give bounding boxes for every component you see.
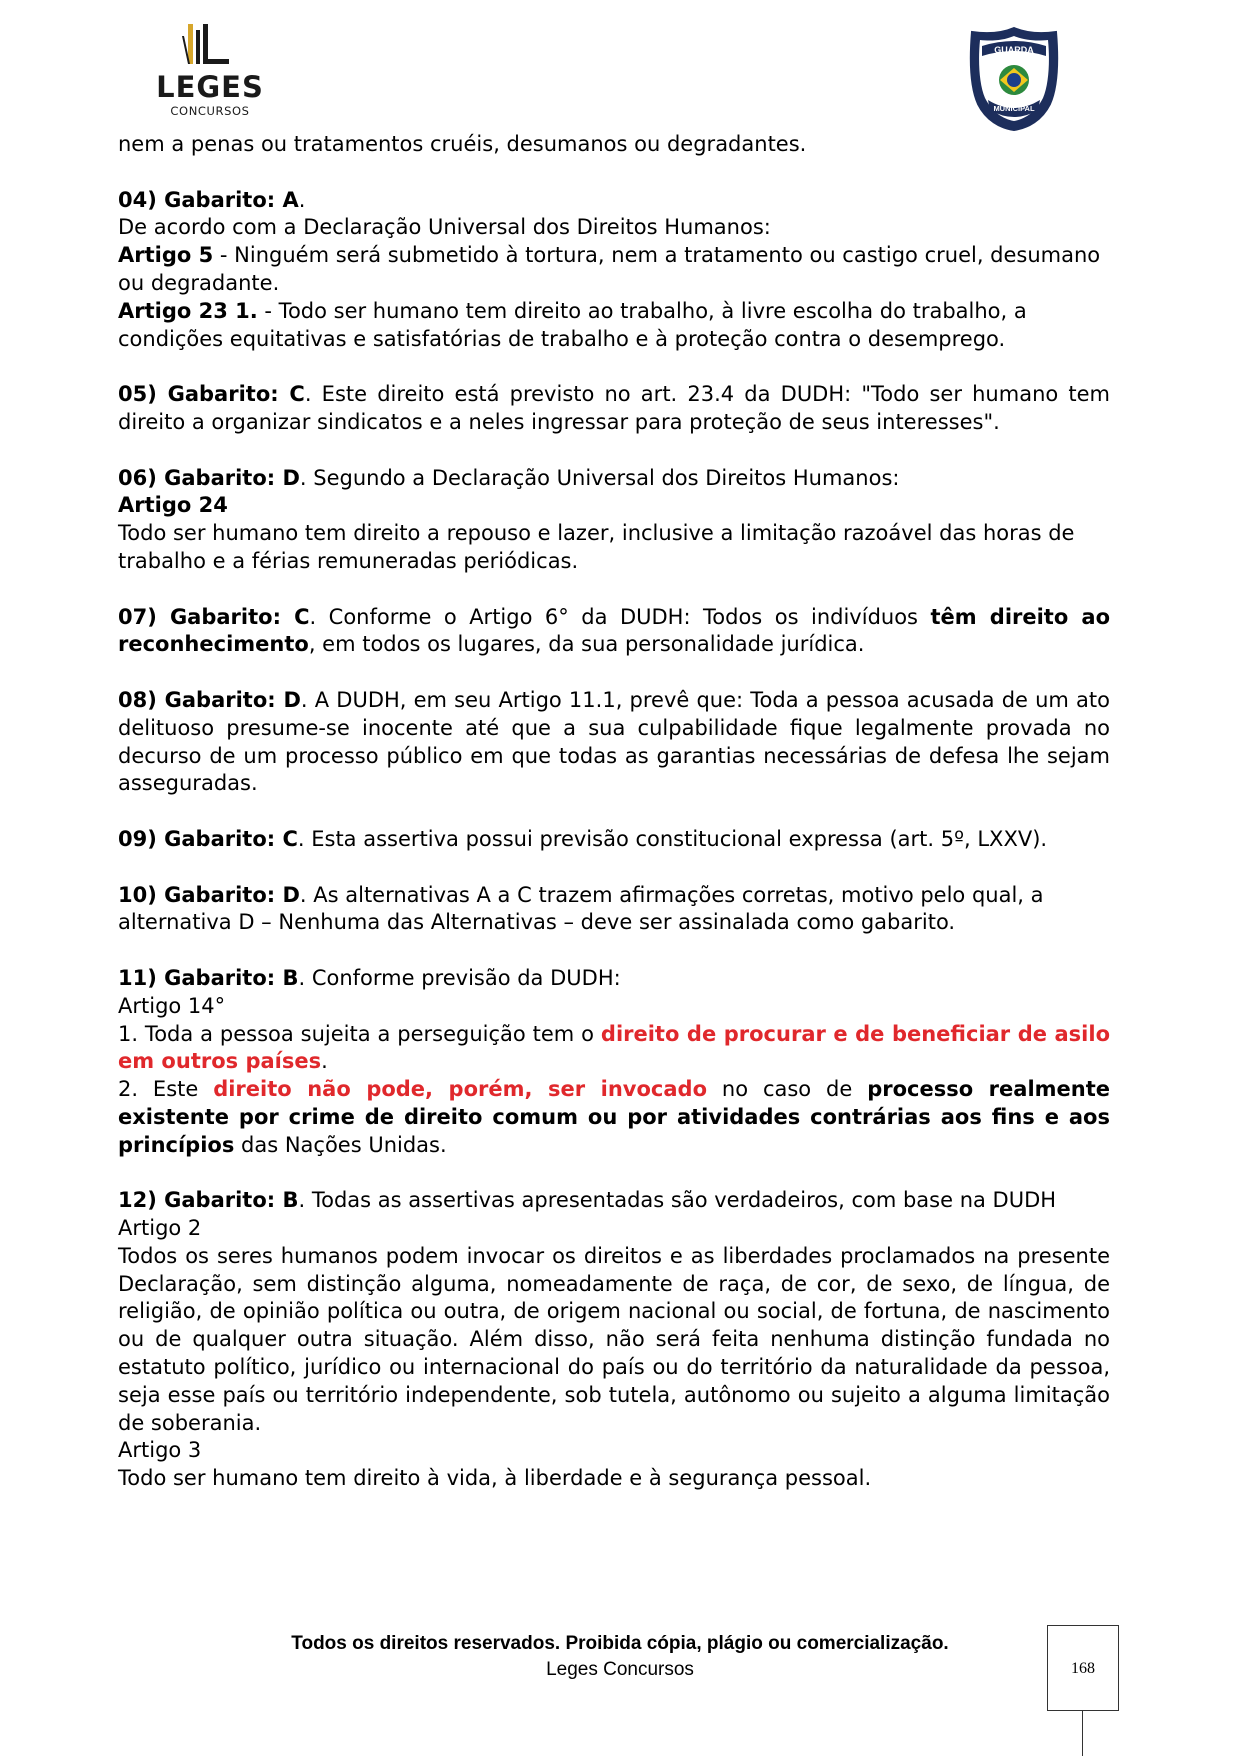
q07-paragraph [118,604,1110,660]
q07-bold: têm direito ao reconhecimento [118,604,1110,657]
q04-art5 [118,242,1110,298]
q11-item2-pre: 2. Este [118,1077,214,1102]
q11-item2-bold: processo realmente existente por crime de direito comum ou por atividades contrárias aos fins e aos princípios [118,1077,1111,1157]
q11-item2-mid: no caso de [707,1077,868,1102]
q11-item1 [118,1021,1110,1077]
q06-article-label: Artigo 24 [118,493,228,518]
q11-item1-post: . [321,1049,328,1074]
q11-item2-highlight: direito não pode, porém, ser invocado [213,1077,707,1102]
guarda-municipal-badge-icon [968,26,1060,132]
q10-text: . As alternativas A a C trazem afirmações corretas, motivo pelo qual, a alternativa D – Nenhuma das Alternativas – deve ser assinalada como gabarito. [118,882,1044,935]
q05-paragraph [118,381,1110,437]
q06-text: . Segundo a Declaração Universal dos Direitos Humanos: [299,465,900,490]
q04-art5-text: - Ninguém será submetido à tortura, nem a tratamento ou castigo cruel, desumano ou degradante. [118,243,1101,295]
q09-text: . Esta assertiva possui previsão constitucional expressa (art. 5º, LXXV). [297,826,1048,851]
q12-heading: 12) Gabarito: B [118,1188,299,1213]
footer-rights: Todos os direitos reservados. Proibida cópia, plágio ou comercialização. [291,1633,949,1654]
intro-line: nem a penas ou tratamentos cruéis, desumanos ou degradantes. [118,132,807,156]
q11-item1-highlight: direito de procurar e de beneficiar de asilo em outros países [118,1021,1111,1074]
q05-heading: 05) Gabarito: C [118,382,305,407]
q11-text: . Conforme previsão da DUDH: [298,965,621,990]
q12-art3-text: Todo ser humano tem direito à vida, à liberdade e à segurança pessoal. [118,1466,872,1491]
q11-item2-post: das Nações Unidas. [234,1132,447,1157]
q04-heading-tail: . [298,187,306,212]
leges-logo [150,22,270,122]
answer-key-body [118,131,1110,1493]
q12-art2-label: Artigo 2 [118,1216,202,1241]
q11-item1-pre: 1. Toda a pessoa sujeita a perseguição tem o [118,1021,601,1046]
q12-text: . Todas as assertivas apresentadas são verdadeiros, com base na DUDH [298,1188,1057,1213]
leges-logo-mark-icon [178,22,242,70]
q04-heading: 04) Gabarito: A [118,187,299,212]
page-number-divider [1082,1711,1083,1756]
q05-text: . Este direito está previsto no art. 23.4 da DUDH: "Todo ser humano tem direito a organizar sindicatos e a neles ingressar para proteção de seus interesses". [118,382,1110,434]
q08-heading: 08) Gabarito: D [118,687,301,712]
q12-paragraph [118,1187,1110,1215]
q06-heading: 06) Gabarito: D [118,465,300,490]
q04-art23-text: - Todo ser humano tem direito ao trabalho, à livre escolha do trabalho, a condições equitativas e satisfatórias de trabalho e à proteção contra o desemprego. [118,298,1027,351]
q04-line1: De acordo com a Declaração Universal dos Direitos Humanos: [118,215,771,240]
page-header [0,0,1240,140]
q04-head-line [118,187,1110,215]
q09-paragraph [118,826,1110,854]
q07-heading: 07) Gabarito: C [118,604,310,629]
q12-art3-label: Artigo 3 [118,1438,202,1463]
q04-art23-label: Artigo 23 1. [118,298,258,323]
page-number: 168 [1047,1625,1119,1711]
q11-article-label: Artigo 14° [118,993,226,1018]
logo-wordmark: LEGES [156,70,264,104]
q10-paragraph [118,882,1110,938]
q07-text1: . Conforme o Artigo 6° da DUDH: Todos os indivíduos [309,604,931,629]
q11-paragraph [118,965,1110,993]
logo-subtitle: CONCURSOS [170,104,250,118]
q11-heading: 11) Gabarito: B [118,965,299,990]
q10-heading: 10) Gabarito: D [118,882,300,907]
q04-art5-label: Artigo 5 [118,243,214,268]
q06-article-text: Todo ser humano tem direito a repouso e lazer, inclusive a limitação razoável das horas de trabalho e a férias remuneradas periódicas. [118,521,1075,573]
q08-text: . A DUDH, em seu Artigo 11.1, prevê que: Toda a pessoa acusada de um ato delituoso presume-se inocente até que a sua culpabilidade fique legalmente provada no decurso de um processo público em que todas as garantias necessárias de defesa lhe sejam asseguradas. [118,687,1111,796]
q09-heading: 09) Gabarito: C [118,826,298,851]
q06-paragraph [118,465,1110,493]
q07-text2: , em todos os lugares, da sua personalidade jurídica. [308,632,865,657]
q12-art2-text: Todos os seres humanos podem invocar os direitos e as liberdades proclamados na presente Declaração, sem distinção alguma, nomeadamente de raça, de cor, de sexo, de língua, de religião, de opinião política ou outra, de origem nacional ou social, de fortuna, de nascimento ou de qualquer outra situação. Além disso, não será feita nenhuma distinção fundada no estatuto político, jurídico ou internacional do país ou do território da naturalidade da pessoa, seja esse país ou território independente, sob tutela, autônomo ou sujeito a alguma limitação de soberania. [118,1243,1110,1435]
badge-top-text: GUARDA [994,45,1034,55]
q04-art23 [118,298,1110,354]
q08-paragraph [118,687,1110,798]
q11-item2 [118,1076,1110,1159]
badge-bottom-text: MUNICIPAL [993,104,1035,113]
footer-brand: Leges Concursos [546,1659,694,1680]
